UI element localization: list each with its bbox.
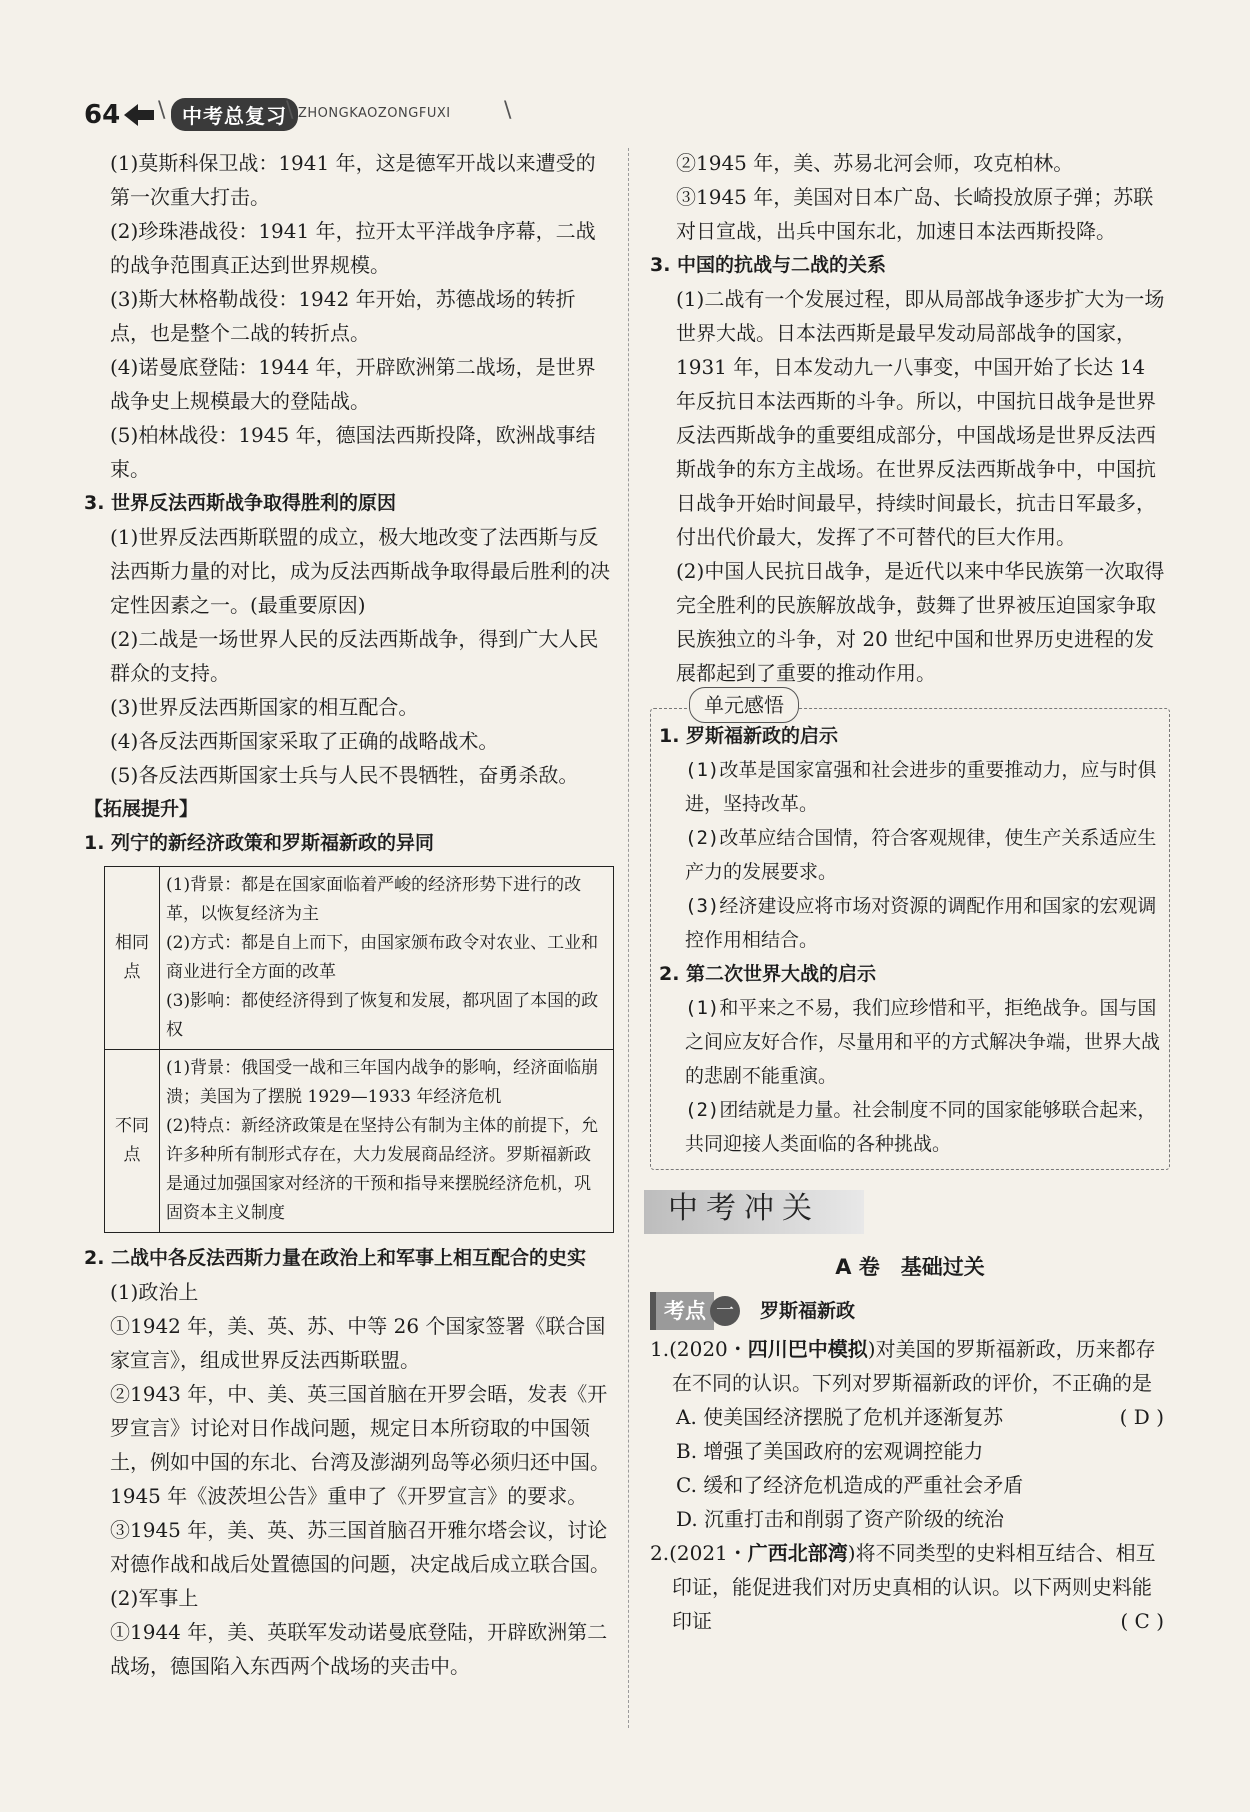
coop-item: ①1944 年，美、英联军发动诺曼底登陆，开辟欧洲第二战场，德国陷入东西两个战场的夹击中。: [110, 1620, 608, 1678]
option-d: D. 沉重打击和削弱了资产阶级的统治: [676, 1507, 1005, 1531]
china-item: (2)中国人民抗日战争，是近代以来中华民族第一次取得完全胜利的民族解放战争，鼓舞了世界被压迫国家争取民族独立的斗争，对 20 世纪中国和世界历史进程的发展都起到了重要的推动作用。: [676, 559, 1165, 685]
right-column: [650, 146, 1170, 1638]
kaodian-header: [650, 1292, 1170, 1330]
question-source: 广西北部湾: [747, 1541, 848, 1565]
left-column: [84, 146, 612, 1683]
table-line: (2)特点：新经济政策是在坚持公有制为主体的前提下，允许多种所有制形式存在，大力发展商品经济。罗斯福新政是通过加强国家对经济的干预和指导来摆脱经济危机，巩固资本主义制度: [166, 1116, 599, 1223]
question-text: )对美国的罗斯福新政，历来都存在不同的认识。下列对罗斯福新政的评价，不正确的是: [672, 1337, 1156, 1395]
arrow-left-icon: [124, 104, 156, 126]
kaodian-title: 罗斯福新政: [760, 1300, 856, 1322]
reason-item: (3)世界反法西斯国家的相互配合。: [110, 695, 419, 719]
brand-pinyin: ZHONGKAOZONGFUXI: [298, 106, 451, 121]
box-item: (2)团结就是力量。社会制度不同的国家能够联合起来，共同迎接人类面临的各种挑战。: [685, 1099, 1157, 1155]
reasons-heading: 3. 世界反法西斯战争取得胜利的原因: [84, 492, 397, 514]
coop-item: ②1945 年，美、苏易北河会师，攻克柏林。: [676, 151, 1074, 175]
same-cell: [160, 867, 614, 1050]
table-line: (3)影响：都使经济得到了恢复和发展，都巩固了本国的政权: [166, 991, 599, 1040]
same-label: 相同点: [105, 867, 160, 1050]
table-row: [105, 1050, 614, 1233]
page-header: [84, 96, 1184, 136]
diff-cell: [160, 1050, 614, 1233]
question-prefix: 2.(2021・: [650, 1541, 748, 1565]
box-item: (3)经济建设应将市场对资源的调配作用和国家的宏观调控作用相结合。: [685, 895, 1157, 951]
banner-text: 中考冲关: [668, 1191, 820, 1226]
battle-item: (1)莫斯科保卫战：1941 年，这是德军开战以来遭受的第一次重大打击。: [110, 151, 596, 209]
expand-tag: 【拓展提升】: [84, 798, 199, 820]
kaodian-label: 考点: [650, 1292, 714, 1330]
compare-heading: 1. 列宁的新经济政策和罗斯福新政的异同: [84, 832, 435, 854]
option-a: A. 使美国经济摆脱了危机并逐渐复苏: [676, 1405, 1004, 1429]
answer-bracket: ( D ): [1119, 1405, 1164, 1429]
box-item: (1)改革是国家富强和社会进步的重要推动力，应与时俱进，坚持改革。: [685, 759, 1157, 815]
question-source: 四川巴中模拟: [747, 1337, 868, 1361]
coop-item: ②1943 年，中、美、英三国首脑在开罗会晤，发表《开罗宣言》讨论对日作战问题，规定日本所窃取的中国领土，例如中国的东北、台湾及澎湖列岛等必须归还中国。1945 年《波茨坦公告》重申了《开罗宣言》的要求。: [110, 1382, 610, 1508]
reason-item: (2)二战是一场世界人民的反法西斯战争，得到广大人民群众的支持。: [110, 627, 599, 685]
kaodian-number: 一: [710, 1296, 740, 1326]
table-line: (2)方式：都是自上而下，由国家颁布政令对农业、工业和商业进行全方面的改革: [166, 933, 599, 982]
table-line: (1)背景：俄国受一战和三年国内战争的影响，经济面临崩溃；美国为了摆脱 1929—1933 年经济危机: [166, 1058, 599, 1107]
coop-subheading: (1)政治上: [110, 1280, 199, 1304]
section-title: A 卷 基础过关: [835, 1255, 985, 1279]
question-text: )将不同类型的史料相互结合、相互印证，能促进我们对历史真相的认识。以下两则史料能印证: [672, 1541, 1156, 1633]
box-item: (2)改革应结合国情，符合客观规律，使生产关系适应生产力的发展要求。: [685, 827, 1157, 883]
reason-item: (5)各反法西斯国家士兵与人民不畏牺牲，奋勇杀敌。: [110, 763, 579, 787]
slash-divider: \: [286, 98, 294, 123]
box-title-text: 单元感悟: [704, 693, 784, 717]
china-heading: 3. 中国的抗战与二战的关系: [650, 254, 887, 276]
box-heading: 2. 第二次世界大战的启示: [659, 963, 877, 985]
question-2: [650, 1536, 1170, 1638]
diff-label: 不同点: [105, 1050, 160, 1233]
table-row: [105, 867, 614, 1050]
exam-banner: [644, 1190, 864, 1234]
battle-item: (3)斯大林格勒战役：1942 年开始，苏德战场的转折点，也是整个二战的转折点。: [110, 287, 576, 345]
slash-divider: \: [158, 98, 166, 123]
china-item: (1)二战有一个发展过程，即从局部战争逐步扩大为一场世界大战。日本法西斯是最早发动局部战争的国家，1931 年，日本发动九一八事变，中国开始了长达 14 年反抗日本法西斯的斗争。所以，中国抗日战争是世界反法西斯战争的重要组成部分，中国战场是世界反法西斯战争的东方主战场。在世界反法西斯战争中，中国抗日战争开始时间最早，持续时间最长，抗击日军最多，付出代价最大，发挥了不可替代的巨大作用。: [676, 287, 1165, 549]
reason-item: (4)各反法西斯国家采取了正确的战略战术。: [110, 729, 499, 753]
comparison-table: [104, 866, 614, 1233]
table-line: (1)背景：都是在国家面临着严峻的经济形势下进行的改革，以恢复经济为主: [166, 875, 582, 924]
brand-badge: 中考总复习: [171, 98, 298, 131]
box-heading: 1. 罗斯福新政的启示: [659, 725, 839, 747]
option-c: C. 缓和了经济危机造成的严重社会矛盾: [676, 1473, 1024, 1497]
page-number: 64: [84, 100, 121, 130]
battle-item: (5)柏林战役：1945 年，德国法西斯投降，欧洲战事结束。: [110, 423, 596, 481]
reason-item: (1)世界反法西斯联盟的成立，极大地改变了法西斯与反法西斯力量的对比，成为反法西斯战争取得最后胜利的决定性因素之一。(最重要原因): [110, 525, 610, 617]
box-title: [689, 687, 799, 723]
battle-item: (4)诺曼底登陆：1944 年，开辟欧洲第二战场，是世界战争史上规模最大的登陆战。: [110, 355, 596, 413]
coop-heading: 2. 二战中各反法西斯力量在政治上和军事上相互配合的史实: [84, 1247, 587, 1269]
option-b: B. 增强了美国政府的宏观调控能力: [676, 1439, 984, 1463]
slash-divider: \: [504, 98, 512, 123]
box-item: (1)和平来之不易，我们应珍惜和平，拒绝战争。国与国之间应友好合作，尽量用和平的方式解决争端，世界大战的悲剧不能重演。: [685, 997, 1161, 1087]
question-prefix: 1.(2020・: [650, 1337, 748, 1361]
coop-item: ③1945 年，美国对日本广岛、长崎投放原子弹；苏联对日宣战，出兵中国东北，加速日本法西斯投降。: [676, 185, 1154, 243]
column-divider: [628, 148, 629, 1728]
battle-item: (2)珍珠港战役：1941 年，拉开太平洋战争序幕，二战的战争范围真正达到世界规模。: [110, 219, 596, 277]
coop-item: ③1945 年，美、英、苏三国首脑召开雅尔塔会议，讨论对德作战和战后处置德国的问题，决定战后成立联合国。: [110, 1518, 610, 1576]
coop-subheading: (2)军事上: [110, 1586, 199, 1610]
answer-bracket: ( C ): [1120, 1609, 1164, 1633]
unit-reflection-box: [650, 693, 1170, 1170]
coop-item: ①1942 年，美、英、苏、中等 26 个国家签署《联合国家宣言》，组成世界反法西斯联盟。: [110, 1314, 606, 1372]
